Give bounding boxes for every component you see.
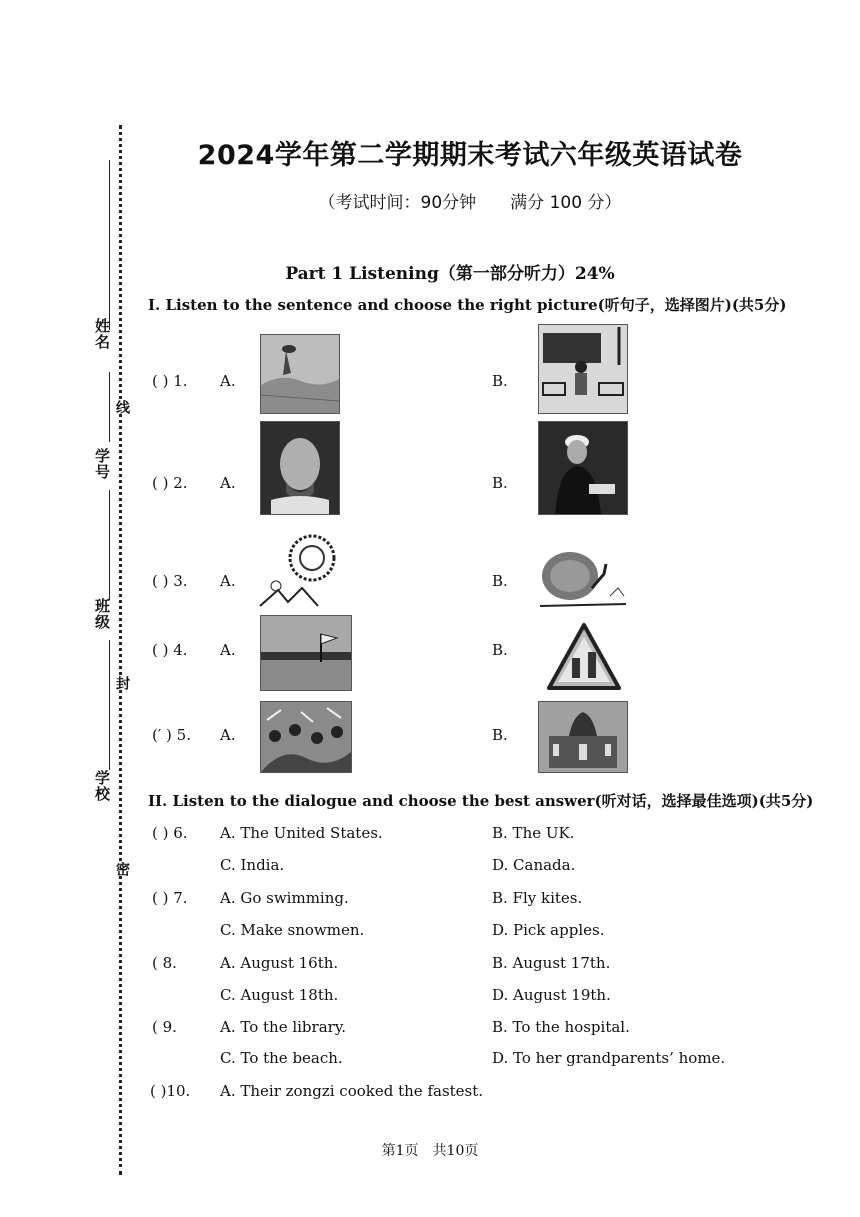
q9-option-c: C. To the beach. bbox=[220, 1049, 343, 1067]
binding-mark-seal: 封 bbox=[114, 676, 130, 690]
q3-option-b-label: B. bbox=[492, 572, 508, 590]
q9-option-b: B. To the hospital. bbox=[492, 1018, 630, 1036]
exam-title: 2024学年第二学期期末考试六年级英语试卷 bbox=[197, 140, 743, 171]
q8-option-a: A. August 16th. bbox=[220, 954, 339, 972]
q2-option-b-label: B. bbox=[492, 474, 508, 492]
q8-option-d: D. August 19th. bbox=[492, 986, 611, 1004]
road-sign-picture[interactable] bbox=[546, 622, 622, 692]
q5-option-a-label: A. bbox=[220, 726, 236, 744]
lion-picture[interactable] bbox=[258, 528, 338, 608]
building-picture[interactable] bbox=[538, 701, 628, 773]
school-label: 学校 bbox=[93, 770, 111, 802]
page-number: 第1页 共10页 bbox=[381, 1143, 479, 1159]
name-label: 姓名 bbox=[93, 318, 111, 350]
q8-option-c: C. August 18th. bbox=[220, 986, 339, 1004]
q6-option-d: D. Canada. bbox=[492, 856, 576, 874]
q10-option-a: A. Their zongzi cooked the fastest. bbox=[220, 1082, 484, 1100]
section2-title: II. Listen to the dialogue and choose the best answer(听对话，选择最佳选项)(共5分) bbox=[148, 792, 814, 810]
q6-answer-bracket[interactable]: ( ) 6. bbox=[152, 824, 188, 842]
q4-option-a-label: A. bbox=[220, 641, 236, 659]
binding-mark-line: 线 bbox=[114, 400, 130, 414]
q8-option-b: B. August 17th. bbox=[492, 954, 611, 972]
q2-answer-bracket[interactable]: ( ) 2. bbox=[152, 474, 188, 492]
q1-option-a-label: A. bbox=[220, 372, 236, 390]
name-field-line bbox=[109, 160, 110, 330]
q1-answer-bracket[interactable]: ( ) 1. bbox=[152, 372, 188, 390]
school-field-line bbox=[109, 640, 110, 770]
section1-title: I. Listen to the sentence and choose the right picture(听句子，选择图片)(共5分) bbox=[148, 296, 787, 314]
class-field-line bbox=[109, 490, 110, 600]
q7-option-a: A. Go swimming. bbox=[220, 889, 349, 907]
teacher-classroom-picture[interactable] bbox=[538, 324, 628, 414]
bird-on-grass-picture[interactable] bbox=[260, 334, 340, 414]
woman-portrait-picture[interactable] bbox=[538, 421, 628, 515]
q5-option-b-label: B. bbox=[492, 726, 508, 744]
q3-answer-bracket[interactable]: ( ) 3. bbox=[152, 572, 188, 590]
q6-option-a: A. The United States. bbox=[220, 824, 383, 842]
q8-answer-bracket[interactable]: ( 8. bbox=[152, 954, 177, 972]
q5-answer-bracket[interactable]: (′ ) 5. bbox=[152, 726, 191, 744]
q7-answer-bracket[interactable]: ( ) 7. bbox=[152, 889, 188, 907]
number-label: 学号 bbox=[93, 448, 111, 480]
binding-mark-secret: 密 bbox=[114, 862, 130, 876]
part1-title: Part 1 Listening（第一部分听力）24% bbox=[285, 264, 615, 284]
q4-option-b-label: B. bbox=[492, 641, 508, 659]
q2-option-a-label: A. bbox=[220, 474, 236, 492]
flag-sea-picture[interactable] bbox=[260, 615, 352, 691]
q1-option-b-label: B. bbox=[492, 372, 508, 390]
q3-option-a-label: A. bbox=[220, 572, 236, 590]
exam-subtitle: （考试时间：90分钟 满分 100 分） bbox=[318, 193, 622, 213]
class-label: 班级 bbox=[93, 598, 111, 630]
number-field-line bbox=[109, 372, 110, 442]
q6-option-b: B. The UK. bbox=[492, 824, 575, 842]
crowd-picture[interactable] bbox=[260, 701, 352, 773]
q9-option-d: D. To her grandparents’ home. bbox=[492, 1049, 726, 1067]
q9-answer-bracket[interactable]: ( 9. bbox=[152, 1018, 177, 1036]
q4-answer-bracket[interactable]: ( ) 4. bbox=[152, 641, 188, 659]
shakespeare-portrait-picture[interactable] bbox=[260, 421, 340, 515]
q7-option-c: C. Make snowmen. bbox=[220, 921, 365, 939]
q9-option-a: A. To the library. bbox=[220, 1018, 347, 1036]
q10-answer-bracket[interactable]: ( )10. bbox=[150, 1082, 191, 1100]
q7-option-d: D. Pick apples. bbox=[492, 921, 605, 939]
q6-option-c: C. India. bbox=[220, 856, 285, 874]
peacock-picture[interactable] bbox=[536, 528, 628, 610]
q7-option-b: B. Fly kites. bbox=[492, 889, 583, 907]
